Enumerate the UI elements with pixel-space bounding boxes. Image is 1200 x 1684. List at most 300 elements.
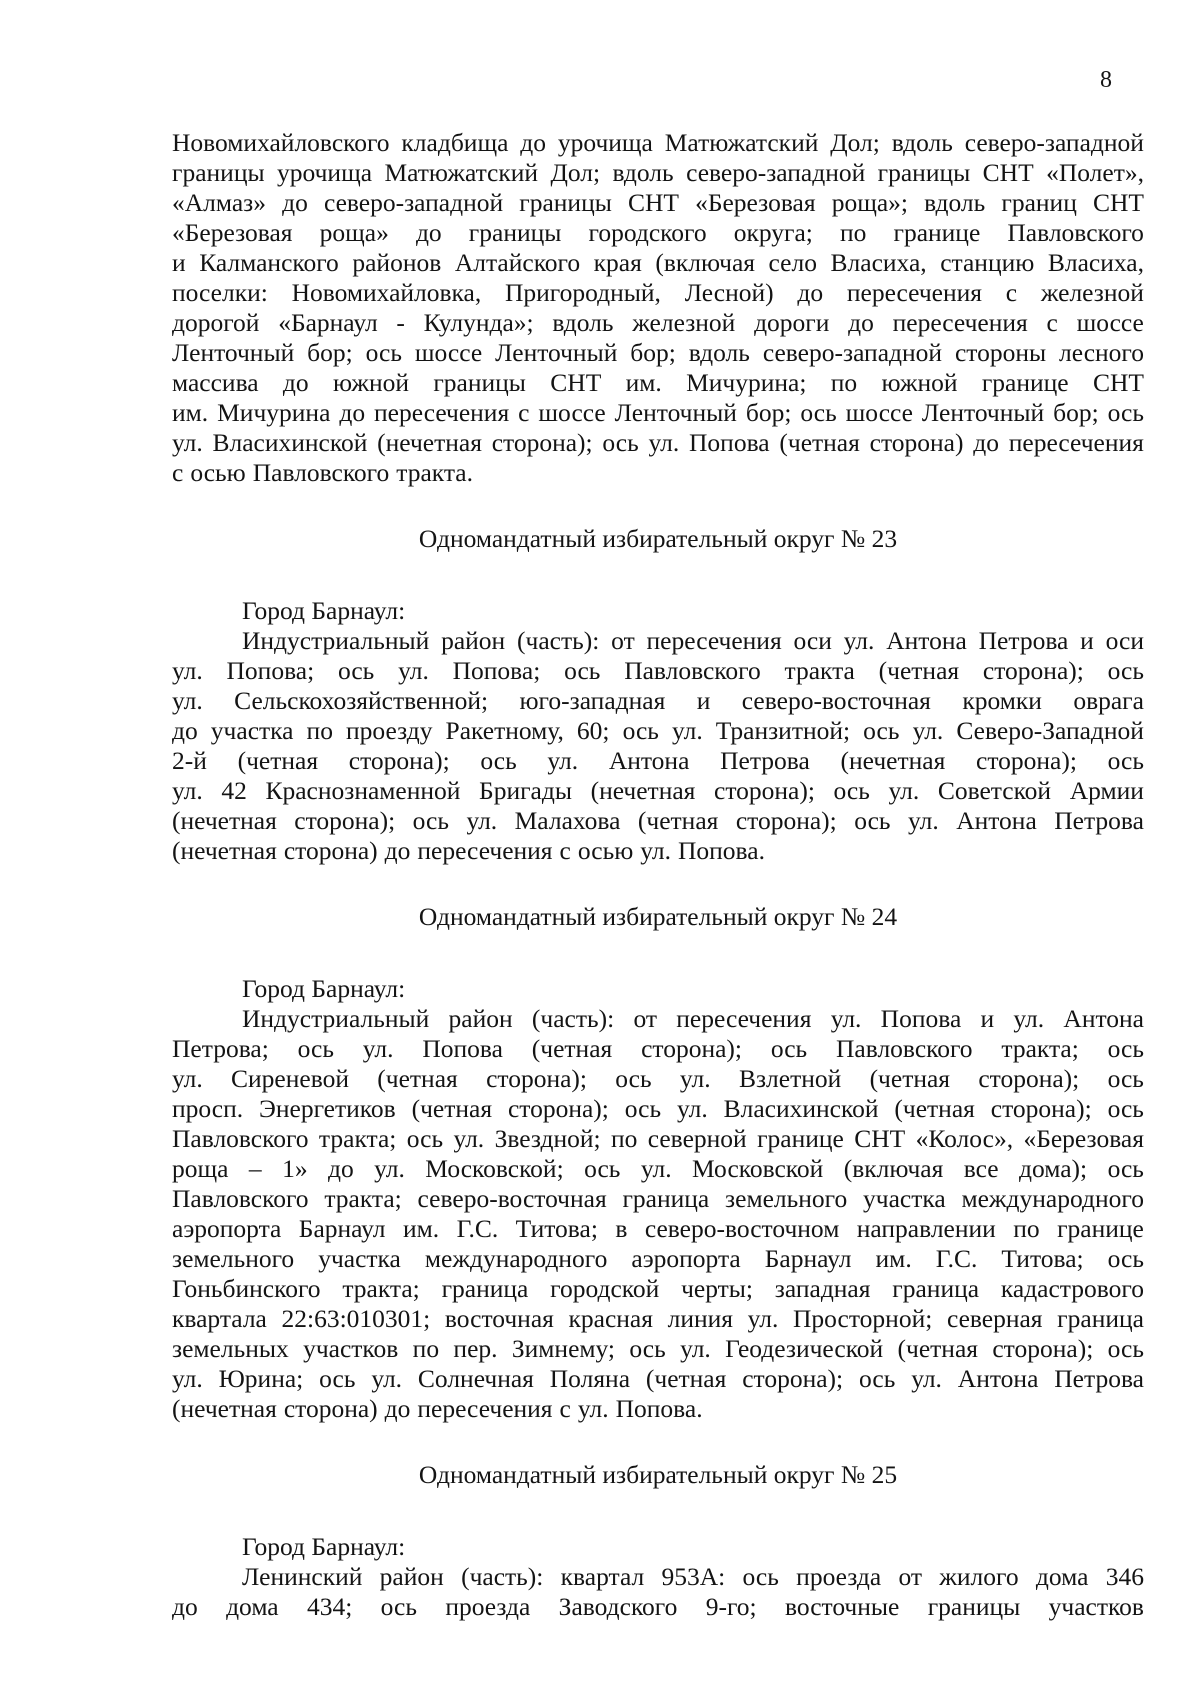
district-heading-25: Одномандатный избирательный округ № 25: [418, 1460, 898, 1489]
word: Бригады: [479, 776, 572, 805]
word: (четная: [411, 1094, 493, 1123]
text-line: [172, 1304, 1144, 1334]
district-description-25: [172, 1562, 1144, 1622]
word: края: [593, 248, 642, 277]
word: границы: [172, 158, 265, 187]
word: Петрова: [1054, 1364, 1144, 1393]
word: земельного: [172, 1244, 295, 1273]
word: ось: [337, 656, 375, 685]
word: ул.: [1013, 1004, 1045, 1033]
word: Мичурина;: [686, 368, 807, 397]
word: аэропорта: [172, 1214, 282, 1243]
word: ось: [615, 1064, 652, 1093]
text-line: [172, 398, 1144, 428]
word: Антона: [1063, 1004, 1144, 1033]
word: ул.: [371, 1364, 403, 1393]
word: (часть):: [531, 1004, 615, 1033]
word: Калманского: [199, 248, 339, 277]
word: (нечетная: [377, 428, 482, 457]
word: ось: [629, 1334, 666, 1363]
word: ул.: [679, 1064, 711, 1093]
word: район: [441, 626, 506, 655]
word: северо-восточная: [417, 1184, 607, 1213]
word: по: [839, 218, 867, 247]
text-line: [172, 776, 1144, 806]
word: им.: [172, 398, 209, 427]
word: все: [963, 1154, 999, 1183]
word: ось: [412, 806, 449, 835]
word: ось: [584, 1154, 621, 1183]
word: Московской;: [425, 1154, 564, 1183]
word: до: [172, 1592, 198, 1621]
word: (четная: [869, 1064, 951, 1093]
word: (четная: [377, 1064, 458, 1093]
word: бор;: [630, 338, 676, 367]
word: вдоль: [924, 188, 986, 217]
word: (включая: [655, 248, 755, 277]
text-line: [172, 1214, 1144, 1244]
word: Ленточный: [495, 338, 618, 367]
word: Антона: [886, 626, 967, 655]
text-line: [172, 1364, 1144, 1394]
word: проезду: [346, 716, 433, 745]
word: ул.: [577, 1394, 609, 1423]
word: ось: [380, 1592, 417, 1621]
word: тракта;: [342, 1274, 420, 1303]
word: Петрова;: [172, 1034, 269, 1063]
word: ул.: [547, 746, 579, 775]
text-line: [172, 626, 1144, 656]
text-line: [172, 1154, 1144, 1184]
word: Советской: [937, 776, 1052, 805]
word: северо-западной: [686, 158, 866, 187]
text-line: [172, 656, 1144, 686]
word: до: [327, 1154, 354, 1183]
word: проезда: [445, 1592, 531, 1621]
word: ул.: [747, 1304, 779, 1333]
word: квартала: [172, 1304, 267, 1333]
word: квартал: [560, 1562, 645, 1591]
word: направлении: [856, 1214, 996, 1243]
text-line: [172, 248, 1144, 278]
word: пересечения: [646, 626, 782, 655]
word: станцию: [940, 248, 1035, 277]
word: осью: [190, 458, 246, 487]
word: ось: [863, 716, 900, 745]
word: (четная: [645, 1364, 727, 1393]
word: с: [559, 836, 571, 865]
text-line: [172, 188, 1144, 218]
word: ул.: [640, 1154, 672, 1183]
word: Геодезической: [725, 1334, 884, 1363]
word: земельного: [725, 1184, 848, 1213]
word: ул.: [843, 626, 875, 655]
word: ул.: [453, 1124, 485, 1153]
city-label: Город Барнаул:: [242, 1532, 406, 1561]
word: «Березовая: [695, 188, 816, 217]
word: Новомихайловка,: [291, 278, 482, 307]
word: им.: [402, 1214, 440, 1243]
word: ул.: [640, 836, 671, 865]
word: Попова: [880, 1004, 962, 1033]
word: (четная: [779, 428, 860, 457]
word: шоссе: [538, 398, 606, 427]
word: СНТ: [1092, 188, 1144, 217]
word: южной: [881, 368, 958, 397]
word: им.: [875, 1244, 912, 1273]
text-line: [172, 1184, 1144, 1214]
word: «Березовая: [172, 218, 293, 247]
word: ось: [1107, 1064, 1144, 1093]
word: (четная: [897, 1334, 979, 1363]
word: Кулунда»;: [423, 308, 534, 337]
word: (нечетная: [172, 836, 277, 865]
word: ось: [1107, 1244, 1144, 1273]
word: Гоньбинского: [172, 1274, 321, 1303]
word: восточная: [444, 1304, 554, 1333]
word: пересечения: [417, 1394, 553, 1423]
word: ось: [319, 1364, 356, 1393]
word: сторона);: [294, 806, 396, 835]
word: сторона);: [714, 776, 815, 805]
word: до: [384, 836, 411, 865]
word: сторона);: [742, 1364, 844, 1393]
word: тракта: [784, 656, 855, 685]
word: южной: [332, 368, 410, 397]
word: Титова;: [1001, 1244, 1084, 1273]
word: ось: [564, 656, 601, 685]
word: от: [633, 1004, 658, 1033]
word: Павловского: [624, 656, 761, 685]
word: массива: [172, 368, 259, 397]
word: Звездной;: [494, 1124, 601, 1153]
text-line: [172, 1562, 1144, 1592]
word: участка: [863, 1184, 946, 1213]
word: (нечетная: [840, 746, 946, 775]
word: Власихинской: [212, 428, 368, 457]
word: участков: [303, 1334, 399, 1363]
word: пер.: [453, 1334, 498, 1363]
word: ул.: [466, 806, 498, 835]
text-line: [172, 368, 1144, 398]
text-line: [172, 1094, 1144, 1124]
word: (включая: [843, 1154, 944, 1183]
word: тракта;: [1001, 1034, 1079, 1063]
word: граница: [622, 1184, 710, 1213]
word: ось: [854, 806, 891, 835]
word: ул.: [888, 776, 920, 805]
word: сторона): [283, 1394, 378, 1423]
word: Антона: [608, 746, 690, 775]
word: «Алмаз»: [172, 188, 266, 217]
word: с: [1046, 308, 1058, 337]
word: ось: [1107, 398, 1144, 427]
word: вдоль: [891, 128, 953, 157]
word: до: [973, 428, 999, 457]
word: 22:63:010301;: [281, 1304, 431, 1333]
word: ул.: [172, 428, 203, 457]
text-line: [172, 308, 1144, 338]
word: ул.: [172, 776, 203, 805]
district-description-23: [172, 626, 1144, 866]
word: Дол;: [830, 128, 880, 157]
word: Петрова: [978, 626, 1069, 655]
text-line: [172, 836, 1144, 866]
word: сторона);: [641, 1034, 743, 1063]
word: 2-й: [172, 746, 207, 775]
word: роща»;: [831, 188, 908, 217]
word: пересечения: [374, 398, 510, 427]
word: Барнаул: [298, 1214, 386, 1243]
word: городского: [588, 218, 707, 247]
word: Сельскохозяйственной;: [234, 686, 489, 715]
word: Антона: [956, 806, 1037, 835]
word: дома);: [1019, 1154, 1088, 1183]
text-line: [172, 218, 1144, 248]
word: ул.: [671, 716, 703, 745]
word: до: [797, 278, 824, 307]
word: с: [559, 1394, 571, 1423]
word: юго-западная: [519, 686, 666, 715]
word: Попова;: [226, 656, 315, 685]
text-line: [172, 278, 1144, 308]
word: ось: [406, 1124, 444, 1153]
word: вдоль: [612, 158, 674, 187]
word: сторона);: [982, 656, 1084, 685]
word: вдоль: [688, 338, 750, 367]
word: пересечения: [892, 308, 1028, 337]
word: пересечения: [846, 278, 983, 307]
word: Индустриальный: [242, 1004, 430, 1033]
word: район: [448, 1004, 513, 1033]
word: Петрова: [1054, 806, 1144, 835]
word: ул.: [648, 428, 680, 457]
word: (четная: [894, 1094, 975, 1123]
word: Попова.: [615, 1394, 703, 1423]
word: –: [248, 1154, 262, 1183]
word: Г.С.: [456, 1214, 499, 1243]
word: (четная: [237, 746, 319, 775]
word: СНТ: [854, 1124, 906, 1153]
word: и: [980, 1004, 995, 1033]
word: сторона): [283, 836, 378, 865]
word: ось: [480, 746, 517, 775]
word: Дол;: [550, 158, 601, 187]
word: Московской: [692, 1154, 824, 1183]
word: земельных: [172, 1334, 289, 1363]
word: ось: [622, 716, 659, 745]
word: 953А:: [661, 1562, 726, 1591]
word: ось: [365, 338, 402, 367]
word: Энергетиков: [259, 1094, 396, 1123]
word: ул.: [374, 1154, 405, 1183]
word: ул.: [911, 1364, 942, 1393]
word: пересечения: [417, 836, 553, 865]
word: «Барнаул: [278, 308, 378, 337]
word: северо-западной: [964, 128, 1144, 157]
word: сторона);: [735, 806, 837, 835]
word: «Колос»,: [915, 1124, 1014, 1153]
word: Зимнему;: [511, 1334, 616, 1363]
word: район: [379, 1562, 444, 1591]
word: Ленточный: [614, 398, 737, 427]
word: граница: [1057, 1304, 1144, 1333]
word: Попова.: [678, 836, 765, 865]
word: аэропорта: [631, 1244, 741, 1273]
word: поселки:: [172, 278, 268, 307]
word: «Березовая: [1023, 1124, 1144, 1153]
word: ул.: [362, 1034, 394, 1063]
text-line: [172, 1004, 1144, 1034]
word: по: [1013, 1214, 1040, 1243]
word: ул.: [908, 806, 939, 835]
word: 434;: [306, 1592, 353, 1621]
text-line: [172, 1592, 1144, 1622]
word: 60;: [576, 716, 610, 745]
word: дома: [1035, 1562, 1089, 1591]
word: (часть):: [461, 1562, 544, 1591]
word: оврага: [1073, 686, 1144, 715]
word: СНТ: [627, 188, 679, 217]
word: ось: [1107, 746, 1144, 775]
word: оси: [1105, 626, 1144, 655]
word: Матюжатский: [384, 158, 539, 187]
word: железной: [1040, 278, 1144, 307]
word: Пригородный,: [505, 278, 661, 307]
word: по: [830, 368, 858, 397]
word: ось: [1107, 1034, 1144, 1063]
word: село: [768, 248, 817, 277]
text-line: [172, 428, 1144, 458]
word: от: [898, 1562, 923, 1591]
word: Заводского: [558, 1592, 678, 1621]
text-line: [172, 128, 1144, 158]
word: границы: [877, 158, 971, 187]
word: Поляна: [549, 1364, 631, 1393]
word: (четная: [878, 656, 960, 685]
word: и: [696, 686, 711, 715]
word: Ленточный: [921, 398, 1045, 427]
word: шоссе: [414, 338, 483, 367]
word: участка: [210, 716, 294, 745]
word: (четная: [637, 806, 719, 835]
word: сторона);: [976, 746, 1077, 775]
word: Ленточный: [172, 338, 295, 367]
word: 1»: [282, 1154, 308, 1183]
word: им.: [625, 368, 662, 397]
word: границе: [757, 1124, 844, 1153]
word: ось: [1107, 1094, 1144, 1123]
word: Индустриальный: [242, 626, 430, 655]
word: ось: [624, 1094, 662, 1123]
word: Юрина;: [218, 1364, 304, 1393]
word: «Полет»,: [1046, 158, 1144, 187]
word: Краснознаменной: [265, 776, 461, 805]
word: тракта;: [324, 1184, 402, 1213]
word: красная: [568, 1304, 653, 1333]
word: ось: [859, 1364, 896, 1393]
word: Антона: [957, 1364, 1039, 1393]
word: Алтайского: [454, 248, 581, 277]
word: Барнаул: [764, 1244, 852, 1273]
word: тракта;: [318, 1124, 397, 1153]
word: границе: [981, 368, 1069, 397]
word: Попова: [422, 1034, 503, 1063]
district-heading-23: Одномандатный избирательный округ № 23: [418, 524, 898, 553]
word: ось: [800, 398, 837, 427]
word: бор;: [307, 338, 353, 367]
word: сторона);: [507, 1094, 609, 1123]
word: Солнечная: [417, 1364, 534, 1393]
word: до: [282, 188, 308, 217]
word: границе: [1057, 1214, 1144, 1243]
word: 42: [221, 776, 247, 805]
text-line: [172, 1064, 1144, 1094]
text-line: [172, 716, 1144, 746]
word: границ: [1001, 188, 1077, 217]
word: урочища: [557, 128, 653, 157]
word: сторона);: [348, 746, 450, 775]
word: ось: [742, 1562, 779, 1591]
word: границы: [927, 1592, 1021, 1621]
word: кладбища: [401, 128, 509, 157]
word: северо-восточная: [741, 686, 931, 715]
word: Павловского: [252, 458, 390, 487]
word: Сиреневой: [231, 1064, 349, 1093]
word: граница: [441, 1274, 529, 1303]
word: северо-западной: [323, 188, 504, 217]
district-heading-24: Одномандатный избирательный округ № 24: [418, 902, 898, 931]
word: сторона): [869, 428, 964, 457]
word: с: [518, 398, 530, 427]
text-line: [172, 1244, 1144, 1274]
text-line: [172, 806, 1144, 836]
word: ось: [602, 428, 639, 457]
text-line: [172, 338, 1144, 368]
word: и: [172, 248, 186, 277]
district-description-24: [172, 1004, 1144, 1424]
word: северная: [946, 1304, 1043, 1333]
word: международного: [424, 1244, 608, 1273]
word: от: [611, 626, 635, 655]
word: Армии: [1069, 776, 1144, 805]
word: пересечения: [676, 1004, 812, 1033]
word: до: [339, 398, 366, 427]
intro-paragraph: [172, 128, 1144, 488]
word: стороны: [954, 338, 1047, 367]
word: Взлетной: [738, 1064, 842, 1093]
word: ул.: [830, 1004, 862, 1033]
word: 346: [1105, 1562, 1144, 1591]
word: СНТ: [1092, 368, 1144, 397]
text-line: [172, 1394, 1144, 1424]
word: северной: [647, 1124, 747, 1153]
word: оси: [793, 626, 832, 655]
word: линия: [667, 1304, 734, 1333]
page-number: 8: [1100, 67, 1112, 93]
word: пересечения: [1008, 428, 1144, 457]
text-line: [172, 1334, 1144, 1364]
word: сторона);: [491, 428, 593, 457]
word: дороги: [754, 308, 830, 337]
word: Попова;: [452, 656, 541, 685]
word: шоссе: [845, 398, 913, 427]
word: по: [412, 1334, 440, 1363]
word: до: [848, 308, 874, 337]
word: Матюжатский: [664, 128, 819, 157]
word: границы: [433, 368, 526, 397]
word: сторона);: [992, 1334, 1094, 1363]
